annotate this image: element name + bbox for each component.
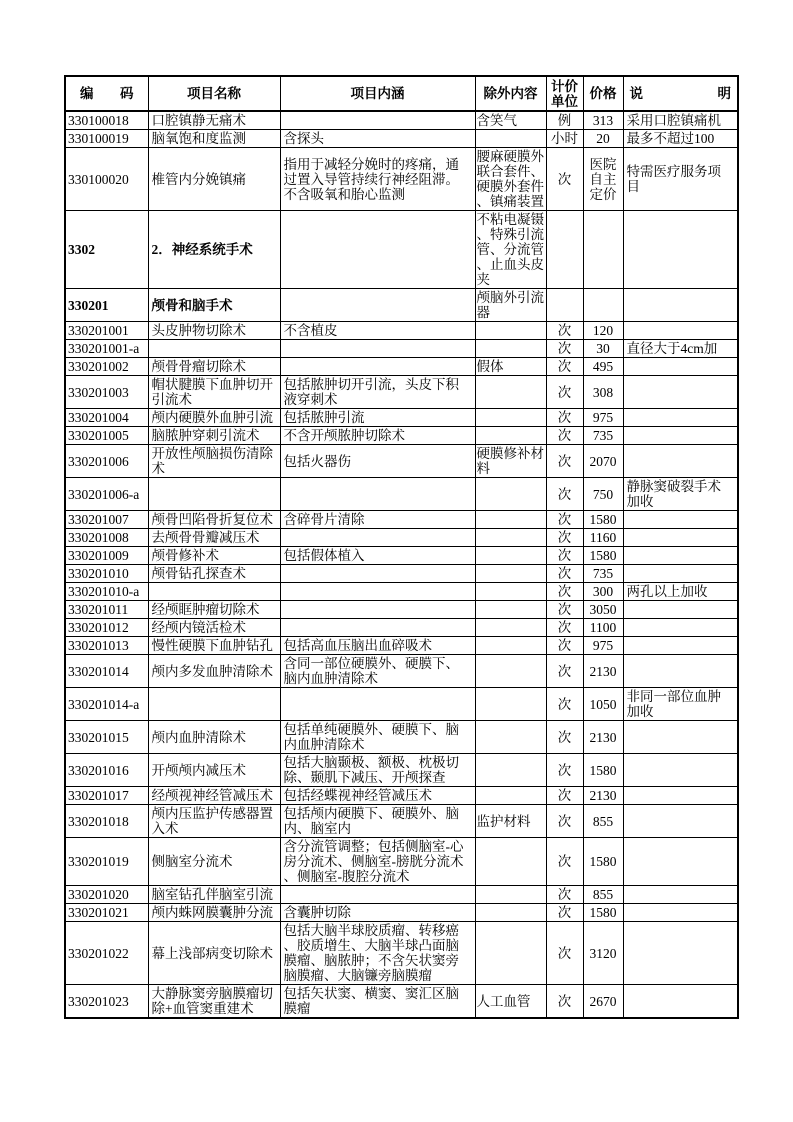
table-row	[65, 358, 738, 376]
cell-excluded: 监护材料	[475, 805, 546, 838]
cell-name: 椎管内分娩镇痛	[148, 148, 280, 211]
cell-name: 开放性颅脑损伤清除术	[148, 445, 280, 478]
cell-content	[280, 529, 475, 547]
cell-price	[583, 211, 623, 289]
cell-note	[623, 886, 738, 904]
cell-price: 855	[583, 805, 623, 838]
cell-note	[623, 721, 738, 754]
cell-content: 包括大脑颞极、额极、枕极切除、颞肌下减压、开颅探查	[280, 754, 475, 787]
cell-code: 330201009	[65, 547, 148, 565]
cell-excluded	[475, 376, 546, 409]
cell-note	[623, 211, 738, 289]
cell-unit: 次	[546, 478, 583, 511]
cell-code: 330201022	[65, 922, 148, 985]
table-row	[65, 922, 738, 985]
cell-unit: 次	[546, 148, 583, 211]
cell-content: 包括假体植入	[280, 547, 475, 565]
cell-excluded	[475, 409, 546, 427]
cell-name: 开颅颅内减压术	[148, 754, 280, 787]
table-row	[65, 805, 738, 838]
cell-price: 3050	[583, 601, 623, 619]
cell-code: 330201012	[65, 619, 148, 637]
cell-name: 颅骨和脑手术	[148, 289, 280, 322]
cell-excluded	[475, 427, 546, 445]
cell-unit: 次	[546, 376, 583, 409]
cell-excluded	[475, 547, 546, 565]
cell-content: 包括大脑半球胶质瘤、转移癌、胶质增生、大脑半球凸面脑膜瘤、脑脓肿；不含矢状窦旁脑膜瘤、大脑镰旁脑膜瘤	[280, 922, 475, 985]
cell-name: 帽状腱膜下血肿切开引流术	[148, 376, 280, 409]
cell-excluded	[475, 904, 546, 922]
cell-content	[280, 565, 475, 583]
table-row	[65, 111, 738, 130]
cell-unit: 次	[546, 886, 583, 904]
header-content: 项目内涵	[280, 76, 475, 111]
table-row	[65, 688, 738, 721]
cell-unit: 次	[546, 787, 583, 805]
cell-note	[623, 445, 738, 478]
table-row	[65, 787, 738, 805]
cell-price: 975	[583, 409, 623, 427]
table-row	[65, 289, 738, 322]
cell-note: 最多不超过100	[623, 130, 738, 148]
cell-price: 1100	[583, 619, 623, 637]
cell-note: 非同一部位血肿加收	[623, 688, 738, 721]
cell-name: 颅内血肿清除术	[148, 721, 280, 754]
header-row	[65, 76, 738, 111]
cell-unit: 次	[546, 322, 583, 340]
cell-code: 330201001	[65, 322, 148, 340]
table-row	[65, 754, 738, 787]
cell-excluded: 假体	[475, 358, 546, 376]
cell-content	[280, 619, 475, 637]
table-row	[65, 583, 738, 601]
table-row	[65, 547, 738, 565]
cell-content: 含同一部位硬膜外、硬膜下、脑内血肿清除术	[280, 655, 475, 688]
cell-code: 330201018	[65, 805, 148, 838]
cell-code: 330201006-a	[65, 478, 148, 511]
cell-content: 不含植皮	[280, 322, 475, 340]
table-row	[65, 721, 738, 754]
cell-content	[280, 211, 475, 289]
table-row	[65, 637, 738, 655]
cell-name	[148, 688, 280, 721]
cell-code: 330201002	[65, 358, 148, 376]
cell-note	[623, 985, 738, 1019]
table-row	[65, 904, 738, 922]
cell-excluded	[475, 688, 546, 721]
cell-name: 侧脑室分流术	[148, 838, 280, 886]
cell-unit: 次	[546, 985, 583, 1019]
cell-excluded	[475, 838, 546, 886]
cell-name: 大静脉窦旁脑膜瘤切除+血管窦重建术	[148, 985, 280, 1019]
cell-price: 975	[583, 637, 623, 655]
cell-content: 包括火器伤	[280, 445, 475, 478]
cell-name	[148, 478, 280, 511]
cell-name: 脑氧饱和度监测	[148, 130, 280, 148]
table-row	[65, 376, 738, 409]
table-row	[65, 529, 738, 547]
cell-excluded	[475, 601, 546, 619]
table-row	[65, 211, 738, 289]
cell-unit: 次	[546, 688, 583, 721]
cell-price: 医院自主定价	[583, 148, 623, 211]
cell-price: 1580	[583, 904, 623, 922]
cell-note	[623, 427, 738, 445]
cell-price	[583, 289, 623, 322]
cell-content	[280, 886, 475, 904]
cell-content: 含分流管调整；包括侧脑室-心房分流术、侧脑室-膀胱分流术、侧脑室-腹腔分流术	[280, 838, 475, 886]
cell-unit: 次	[546, 427, 583, 445]
cell-unit: 次	[546, 445, 583, 478]
cell-excluded	[475, 511, 546, 529]
cell-unit	[546, 211, 583, 289]
cell-price: 20	[583, 130, 623, 148]
cell-code: 330201014-a	[65, 688, 148, 721]
cell-content: 包括脓肿引流	[280, 409, 475, 427]
cell-content	[280, 601, 475, 619]
cell-excluded	[475, 565, 546, 583]
medical-price-table	[64, 75, 739, 1019]
cell-excluded: 人工血管	[475, 985, 546, 1019]
table-row	[65, 886, 738, 904]
cell-name: 头皮肿物切除术	[148, 322, 280, 340]
cell-excluded	[475, 583, 546, 601]
cell-name: 颅骨修补术	[148, 547, 280, 565]
cell-content: 包括高血压脑出血碎吸术	[280, 637, 475, 655]
cell-price: 1580	[583, 754, 623, 787]
cell-note	[623, 805, 738, 838]
cell-content: 含囊肿切除	[280, 904, 475, 922]
cell-unit: 次	[546, 340, 583, 358]
cell-note	[623, 529, 738, 547]
cell-excluded	[475, 787, 546, 805]
cell-excluded	[475, 886, 546, 904]
cell-unit: 次	[546, 754, 583, 787]
cell-price: 2130	[583, 787, 623, 805]
cell-name: 颅内压监护传感器置入术	[148, 805, 280, 838]
cell-note	[623, 289, 738, 322]
cell-name: 颅内多发血肿清除术	[148, 655, 280, 688]
cell-unit: 次	[546, 619, 583, 637]
cell-unit	[546, 289, 583, 322]
table-header	[65, 76, 738, 111]
cell-code: 330201017	[65, 787, 148, 805]
cell-price: 308	[583, 376, 623, 409]
cell-note	[623, 376, 738, 409]
cell-excluded	[475, 322, 546, 340]
cell-unit: 例	[546, 111, 583, 130]
cell-note	[623, 547, 738, 565]
cell-code: 330201007	[65, 511, 148, 529]
cell-excluded: 硬膜修补材料	[476, 446, 544, 476]
table-row	[65, 445, 738, 478]
cell-excluded	[475, 721, 546, 754]
cell-price: 735	[583, 565, 623, 583]
table-row	[65, 478, 738, 511]
cell-note: 静脉窦破裂手术加收	[623, 478, 738, 511]
cell-excluded	[475, 637, 546, 655]
cell-code: 330201010	[65, 565, 148, 583]
cell-excluded: 含笑气	[475, 111, 546, 130]
cell-name: 颅骨钻孔探查术	[148, 565, 280, 583]
cell-excluded: 颅脑外引流器	[476, 290, 544, 320]
cell-price: 313	[583, 111, 623, 130]
cell-excluded	[475, 754, 546, 787]
cell-note	[623, 565, 738, 583]
cell-price: 2130	[583, 655, 623, 688]
cell-price: 1580	[583, 511, 623, 529]
table-row	[65, 148, 738, 211]
cell-excluded: 腰麻硬膜外联合套件、硬膜外套件、镇痛装置	[476, 149, 544, 209]
cell-note	[623, 838, 738, 886]
cell-note	[623, 904, 738, 922]
table-row	[65, 985, 738, 1019]
cell-content: 包括脓肿切开引流，头皮下积液穿刺术	[280, 376, 475, 409]
cell-name: 颅内硬膜外血肿引流	[148, 409, 280, 427]
cell-code: 330201008	[65, 529, 148, 547]
cell-note	[623, 619, 738, 637]
cell-code: 3302	[65, 211, 148, 289]
cell-content	[280, 358, 475, 376]
cell-unit: 次	[546, 547, 583, 565]
cell-note: 两孔以上加收	[623, 583, 738, 601]
cell-note	[623, 637, 738, 655]
cell-content: 包括颅内硬膜下、硬膜外、脑内、脑室内	[280, 805, 475, 838]
header-name: 项目名称	[148, 76, 280, 111]
header-code: 编码	[65, 76, 148, 111]
cell-code: 330201015	[65, 721, 148, 754]
header-note: 说明	[623, 76, 738, 111]
cell-unit: 次	[546, 904, 583, 922]
cell-unit: 次	[546, 511, 583, 529]
cell-price: 30	[583, 340, 623, 358]
cell-price: 120	[583, 322, 623, 340]
cell-price: 2070	[583, 445, 623, 478]
cell-code: 330201006	[65, 445, 148, 478]
cell-note	[623, 601, 738, 619]
header-excluded: 除外内容	[475, 76, 546, 111]
table-row	[65, 130, 738, 148]
cell-unit: 次	[546, 583, 583, 601]
cell-unit: 次	[546, 637, 583, 655]
cell-unit: 次	[546, 721, 583, 754]
cell-code: 330201001-a	[65, 340, 148, 358]
cell-price: 1050	[583, 688, 623, 721]
cell-note: 采用口腔镇痛机	[623, 111, 738, 130]
cell-note	[623, 358, 738, 376]
cell-name: 颅骨凹陷骨折复位术	[148, 511, 280, 529]
table-row	[65, 619, 738, 637]
cell-code: 330201	[65, 289, 148, 322]
cell-excluded	[475, 922, 546, 985]
cell-unit: 次	[546, 805, 583, 838]
cell-name: 颅内蛛网膜囊肿分流	[148, 904, 280, 922]
cell-code: 330100020	[65, 148, 148, 211]
cell-note	[623, 754, 738, 787]
cell-unit: 次	[546, 565, 583, 583]
cell-name: 经颅眶肿瘤切除术	[148, 601, 280, 619]
cell-excluded	[475, 529, 546, 547]
cell-unit: 次	[546, 601, 583, 619]
cell-price: 2670	[583, 985, 623, 1019]
cell-name: 经颅内镜活检术	[148, 619, 280, 637]
cell-name: 慢性硬膜下血肿钻孔	[148, 637, 280, 655]
cell-content: 包括经蝶视神经管减压术	[280, 787, 475, 805]
cell-code: 330100019	[65, 130, 148, 148]
table-row	[65, 427, 738, 445]
cell-content: 含探头	[280, 130, 475, 148]
table-row	[65, 838, 738, 886]
table-row	[65, 601, 738, 619]
cell-name: 颅骨骨瘤切除术	[148, 358, 280, 376]
cell-price: 3120	[583, 922, 623, 985]
cell-code: 330201004	[65, 409, 148, 427]
cell-excluded	[475, 619, 546, 637]
cell-content: 指用于减轻分娩时的疼痛，通过置入导管持续行神经阻滞。不含吸氧和胎心监测	[280, 148, 475, 211]
cell-excluded	[475, 655, 546, 688]
cell-code: 330201010-a	[65, 583, 148, 601]
cell-name: 经颅视神经管减压术	[148, 787, 280, 805]
table-row	[65, 511, 738, 529]
cell-price: 735	[583, 427, 623, 445]
cell-unit: 次	[546, 358, 583, 376]
cell-note: 直径大于4cm加	[623, 340, 738, 358]
cell-unit: 次	[546, 838, 583, 886]
cell-content	[280, 340, 475, 358]
cell-content: 包括矢状窦、横窦、窦汇区脑膜瘤	[280, 985, 475, 1019]
cell-note: 特需医疗服务项目	[623, 148, 738, 211]
table-row	[65, 565, 738, 583]
cell-content	[280, 478, 475, 511]
header-price: 价格	[583, 76, 623, 111]
cell-unit: 次	[546, 529, 583, 547]
cell-note	[623, 409, 738, 427]
cell-price: 300	[583, 583, 623, 601]
cell-unit: 次	[546, 655, 583, 688]
cell-note	[623, 322, 738, 340]
cell-code: 330201014	[65, 655, 148, 688]
cell-content	[280, 688, 475, 721]
cell-code: 330201020	[65, 886, 148, 904]
cell-name: 幕上浅部病变切除术	[148, 922, 280, 985]
cell-code: 330201019	[65, 838, 148, 886]
cell-name	[148, 583, 280, 601]
cell-code: 330100018	[65, 111, 148, 130]
cell-excluded: 不粘电凝镊、特殊引流管、分流管、止血头皮夹	[476, 212, 544, 287]
cell-price: 1160	[583, 529, 623, 547]
cell-price: 855	[583, 886, 623, 904]
cell-code: 330201016	[65, 754, 148, 787]
cell-note	[623, 787, 738, 805]
cell-price: 1580	[583, 547, 623, 565]
cell-price: 1580	[583, 838, 623, 886]
cell-name: 2．神经系统手术	[148, 211, 280, 289]
cell-name: 脑脓肿穿刺引流术	[148, 427, 280, 445]
cell-unit: 次	[546, 409, 583, 427]
header-unit: 计价单位	[546, 76, 583, 111]
cell-content: 含碎骨片清除	[280, 511, 475, 529]
price-table-body	[65, 111, 738, 1018]
table-row	[65, 322, 738, 340]
cell-excluded	[475, 478, 546, 511]
cell-code: 330201021	[65, 904, 148, 922]
cell-excluded	[475, 130, 546, 148]
cell-code: 330201005	[65, 427, 148, 445]
cell-price: 2130	[583, 721, 623, 754]
cell-code: 330201023	[65, 985, 148, 1019]
cell-code: 330201011	[65, 601, 148, 619]
cell-note	[623, 922, 738, 985]
cell-excluded	[475, 340, 546, 358]
table-row	[65, 409, 738, 427]
cell-content: 不含开颅脓肿切除术	[280, 427, 475, 445]
cell-name	[148, 340, 280, 358]
cell-unit: 次	[546, 922, 583, 985]
cell-code: 330201003	[65, 376, 148, 409]
cell-unit: 小时	[546, 130, 583, 148]
cell-note	[623, 511, 738, 529]
cell-price: 750	[583, 478, 623, 511]
cell-note	[623, 655, 738, 688]
table-row	[65, 340, 738, 358]
cell-content	[280, 583, 475, 601]
cell-name: 口腔镇静无痛术	[148, 111, 280, 130]
cell-code: 330201013	[65, 637, 148, 655]
table-row	[65, 655, 738, 688]
cell-name: 脑室钻孔伴脑室引流	[148, 886, 280, 904]
cell-name: 去颅骨骨瓣减压术	[148, 529, 280, 547]
cell-content	[280, 289, 475, 322]
cell-content: 包括单纯硬膜外、硬膜下、脑内血肿清除术	[280, 721, 475, 754]
cell-content	[280, 111, 475, 130]
cell-price: 495	[583, 358, 623, 376]
